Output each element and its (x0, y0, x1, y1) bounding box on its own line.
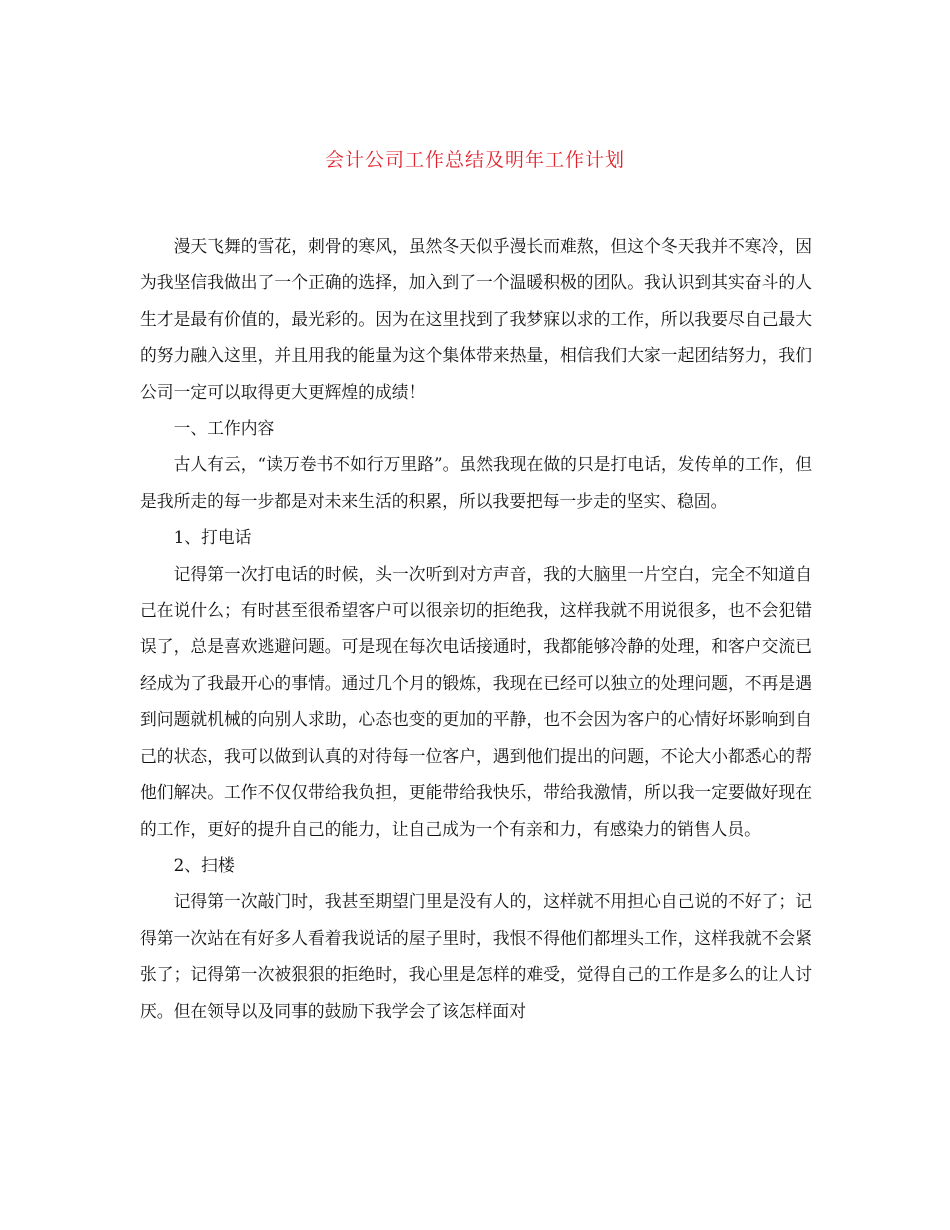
paragraph-intro: 漫天飞舞的雪花，刺骨的寒风，虽然冬天似乎漫长而难熬，但这个冬天我并不寒冷，因为我坚信我做出了一个正确的选择，加入到了一个温暖积极的团队。我认识到其实奋斗的人生才是最有价值的，最光彩的。因为在这里找到了我梦寐以求的工作，所以我要尽自己最大的努力融入这里，并且用我的能量为这个集体带来热量，相信我们大家一起团结努力，我们公司一定可以取得更大更辉煌的成绩！ (140, 236, 812, 402)
subheading-door-to-door: 2、扫楼 (173, 854, 235, 875)
section-heading-work-content: 一、工作内容 (173, 418, 275, 439)
paragraph-phone-calls: 记得第一次打电话的时候，头一次听到对方声音，我的大脑里一片空白，完全不知道自己在说什么；有时甚至很希望客户可以很亲切的拒绝我，这样我就不用说很多，也不会犯错误了，总是喜欢逃避问题。可是现在每次电话接通时，我都能够冷静的处理，和客户交流已经成为了我最开心的事情。通过几个月的锻炼，我现在已经可以独立的处理问题，不再是遇到问题就机械的向别人求助，心态也变的更加的平静，也不会因为客户的心情好坏影响到自己的状态，我可以做到认真的对待每一位客户，遇到他们提出的问题，不论大小都悉心的帮他们解决。工作不仅仅带给我负担，更能带给我快乐，带给我激情，所以我一定要做好现在的工作，更好的提升自己的能力，让自己成为一个有亲和力，有感染力的销售人员。 (140, 563, 812, 839)
paragraph-work-content: 古人有云，“读万卷书不如行万里路”。虽然我现在做的只是打电话，发传单的工作，但是我所走的每一步都是对未来生活的积累，所以我要把每一步走的坚实、稳固。 (140, 454, 812, 511)
paragraph-door-to-door: 记得第一次敲门时，我甚至期望门里是没有人的，这样就不用担心自己说的不好了；记得第一次站在有好多人看着我说话的屋子里时，我恨不得他们都埋头工作，这样我就不会紧张了；记得第一次被狠狠的拒绝时，我心里是怎样的难受，觉得自己的工作是多么的让人讨厌。但在领导以及同事的鼓励下我学会了该怎样面对 (140, 891, 812, 1021)
subheading-phone-calls: 1、打电话 (173, 527, 252, 548)
document-title: 会计公司工作总结及明年工作计划 (324, 149, 625, 171)
document-body (140, 228, 812, 1029)
